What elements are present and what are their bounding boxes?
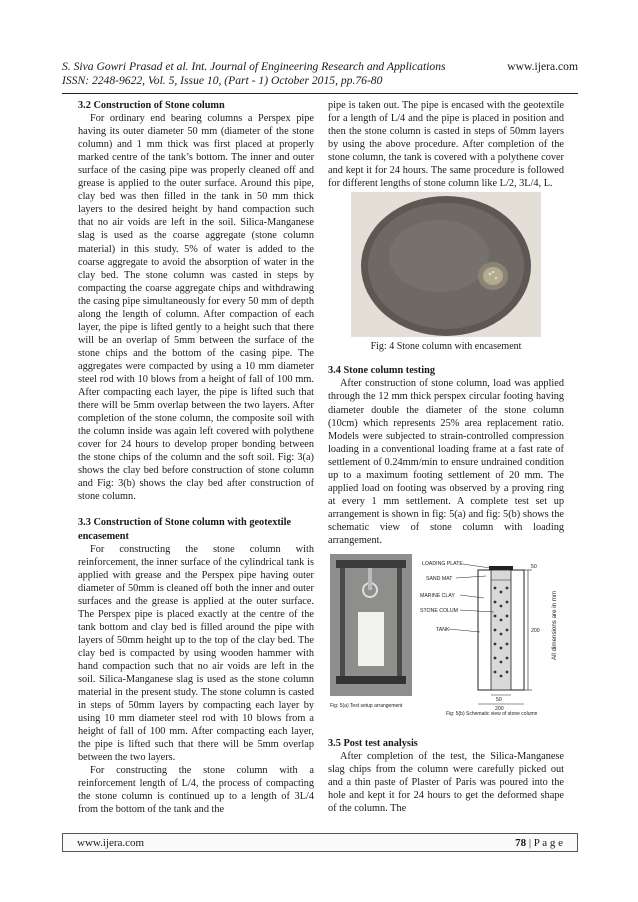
figure-5-graphic	[328, 550, 564, 717]
header-site-link[interactable]: www.ijera.com	[507, 60, 578, 73]
section-3-5-body: After completion of the test, the Silica-Manganese slag chips from the column were carefully picked out and a thin paste of Plaster of Paris was poured into the hole and kept it for 24 hours to get the deformed shape of the column. The	[328, 751, 564, 815]
page-number-value: 78	[515, 836, 527, 849]
label-stone-column: STONE COLUM	[420, 608, 458, 615]
section-3-3-heading: 3.3 Construction of Stone column with geotextile encasement	[78, 517, 292, 542]
header-divider	[62, 93, 578, 94]
dimension-200-side: 200	[531, 628, 540, 635]
page-word: | P a g e	[528, 836, 563, 849]
label-loading-plate: LOADING PLATE	[422, 561, 463, 568]
left-column	[78, 99, 314, 817]
dimension-50-top: 50	[531, 564, 537, 571]
label-marine-clay: MARINE CLAY	[420, 593, 455, 600]
header-citation: S. Siva Gowri Prasad et al. Int. Journal of Engineering Research and Applications	[62, 60, 446, 73]
right-column	[328, 99, 564, 815]
header-issn: ISSN: 2248-9622, Vol. 5, Issue 10, (Part - 1) October 2015, pp.76-80	[62, 74, 383, 87]
section-3-2-heading: 3.2 Construction of Stone column	[78, 100, 225, 111]
section-3-5-heading: 3.5 Post test analysis	[328, 738, 418, 750]
page-number	[515, 837, 563, 849]
dimension-50-bottom: 50	[496, 697, 502, 704]
label-sand-mat: SAND MAT	[426, 576, 453, 583]
figure-4-stone-column-photo	[351, 192, 541, 337]
figure-4-caption: Fig: 4 Stone column with encasement	[370, 341, 522, 353]
label-tank: TANK	[436, 627, 450, 634]
footer-site-link[interactable]: www.ijera.com	[77, 836, 145, 849]
figure-5a-caption: Fig: 5(a) Test setup arrangement	[330, 703, 403, 710]
section-3-4-body: After construction of stone column, load was applied through the 12 mm thick perspex circular footing having diameter double the diameter of the stone column (10cm) which represents 25% area replacement ratio. Models were subjected to strain-controlled compression loading in a conventional loading frame at a fast rate of settlement of 0.24mm/min to ensure undrained condition up to a maximum footing settlement of 20 mm. The applied load on footing was observed by a proving ring at every 1 mm settlement. A complete test set up arrangement is shown in fig: 5(a) and fig: 5(b) shows the schematic view of stone column with loading arrangement.	[328, 378, 564, 546]
section-3-2-body: For ordinary end bearing columns a Perspex pipe having its outer diameter 50 mm (diameter of the stone column) and 1 mm thick was first placed at properly marked centre of the tank’s bottom. The inner and outer surface of the casing pipe was properly cleaned off and grease is applied to the outer surface. Around this pipe, clay bed was then filled in the tank in 50 mm thick layers to the desired height by hand compaction such that no air voids are left in the soil. Silica-Manganese slag is used as the coarse aggregate (stone column material) in this study. 5% of water is added to the coarse aggregate to avoid the absorption of water in the clay bed. The stone column was casted in steps by compacting the coarse aggregate chips and withdrawing the casing pipe simultaneously for every 50 mm of depth along the length of column. After compaction of each layer, the pipe is lifted gently to a height such that there will be an overlap of 5mm between the surface of the stone chips and the bottom of the casing pipe. The aggregates were compacted by using a 10 mm diameter steel rod with 10 blows from a height of fall of 100 mm. After compacting each layer, the pipe is lifted such that there will be 5mm overlap between the two layers. After completion of the stone column, the composite soil with the column inside was again left covered with polythene cover for 24 hours to develop proper bonding between the stone chips of the column and the soft soil. Fig: 3(a) shows the clay bed before construction of stone column and Fig: 3(b) shows the clay bed after construction of stone column.	[78, 113, 314, 503]
running-header	[62, 60, 578, 88]
dimension-200-bottom: 200	[495, 706, 504, 713]
page-footer	[62, 833, 578, 852]
section-3-3-paragraph-2: For constructing the stone column with a reinforcement length of L/4, the process of compacting the stone column is continued up to a length of 3L/4 from the bottom of the tank and the	[78, 765, 314, 816]
section-3-4-heading: 3.4 Stone column testing	[328, 365, 435, 377]
figure-5b-schematic	[449, 564, 532, 704]
section-3-3-continuation: pipe is taken out. The pipe is encased with the geotextile for a length of L/4 and the pipe is placed in position and then the stone column is casted in steps of 50mm layers by using the above procedure. After completion of the stone column, the tank is covered with a polythene cover and kept it for 24 hours. The same procedure is followed for different lengths of stone column like L/2, 3L/4, L.	[328, 100, 564, 190]
dimensions-note: All dimensions are in mm	[551, 590, 558, 661]
figure-5b-caption: Fig: 5(b) Schematic view of stone column	[446, 711, 538, 718]
figure-5b-leader-lines	[449, 564, 494, 632]
figure-5	[328, 550, 564, 717]
section-3-3-paragraph-1: For constructing the stone column with reinforcement, the inner surface of the cylindrical tank is applied with grease and the Perspex pipe having outer diameter of 50mm is cleaned off both the inner and outer surfaces and the grease is applied at the outer surface. The Perspex pipe is placed exactly at the centre of the tank bottom and clay bed is filled around the pipe with layers of 50mm height up to the top of the clay bed. The clay bed is compacted by using wooden hammer with hand compaction such that no air voids are left in the soil. Silica-Manganese slag is used as the stone column material in the present study. The stone column is casted in steps of 50mm layers by compacting each layer by using 10 mm diameter steel rod with 10 blows from a height of fall of 100 mm. After compacting each layer, the pipe is lifted such that there will be 5mm overlap between the two layers.	[78, 543, 314, 764]
